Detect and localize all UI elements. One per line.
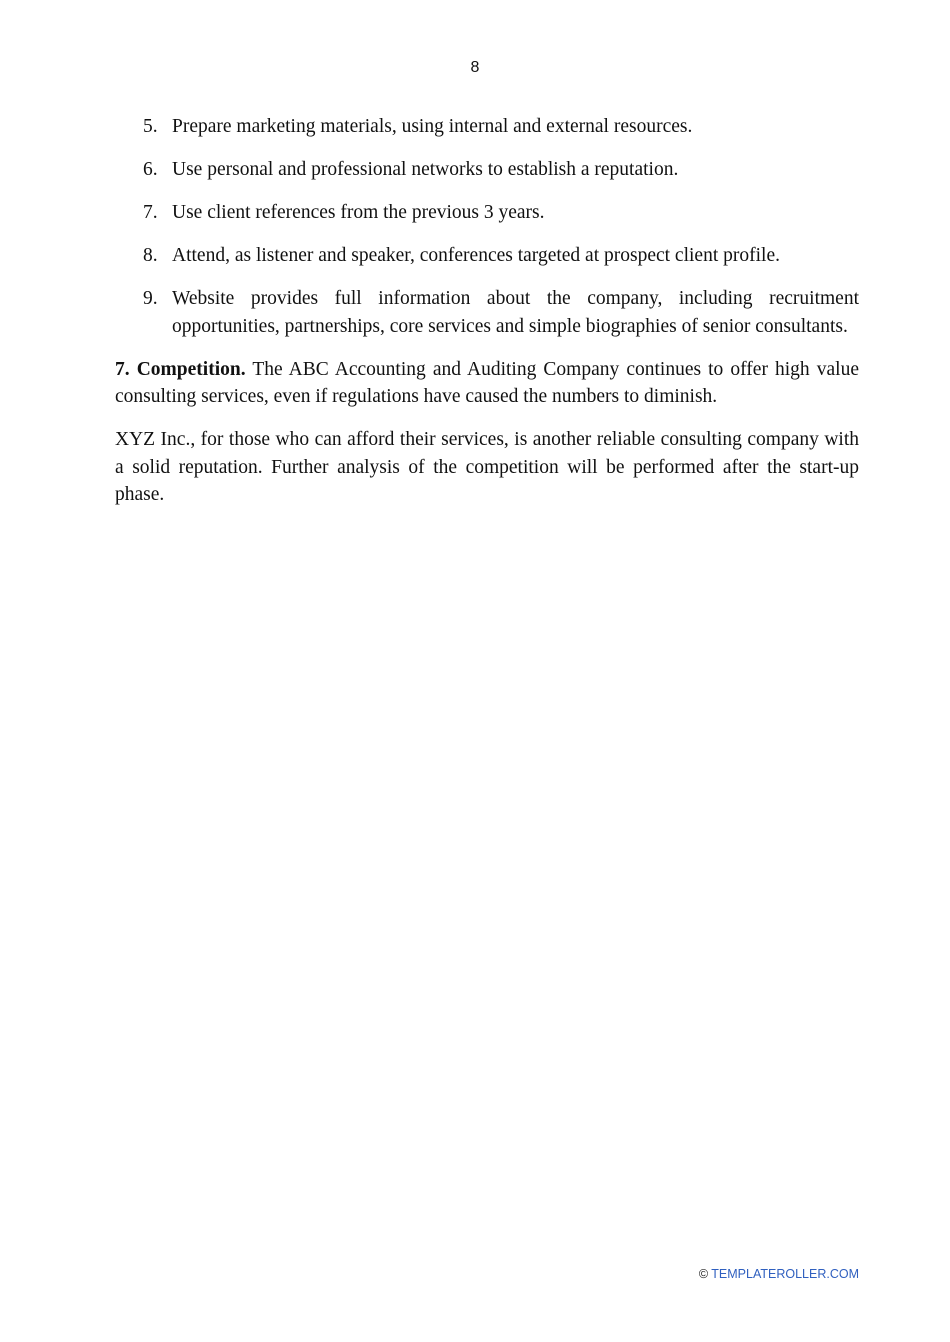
list-item-number: 7. — [143, 202, 158, 223]
list-item-text: Website provides full information about the company, including recruitment opportunities, partnerships, core services and simple biographies of senior consultants. — [172, 288, 859, 337]
list-item — [115, 242, 859, 270]
list-item-text: Use personal and professional networks to establish a reputation. — [172, 159, 679, 180]
competition-text: The ABC Accounting and Auditing Company continues to offer high value consulting services, even if regulations have caused the numbers to diminish. — [115, 358, 859, 407]
list-item — [115, 199, 859, 227]
list-item-number: 5. — [143, 116, 158, 137]
templateroller-link[interactable]: TEMPLATEROLLER.COM — [711, 1267, 859, 1281]
copyright-symbol: © — [698, 1267, 709, 1281]
list-item-text: Use client references from the previous 3 years. — [172, 202, 545, 223]
list-item — [115, 156, 859, 184]
numbered-list — [115, 113, 859, 340]
xyz-paragraph: XYZ Inc., for those who can afford their services, is another reliable consulting company with a solid reputation. Further analysis of the competition will be performed after the start-up phase. — [115, 429, 859, 505]
list-item-number: 6. — [143, 159, 158, 180]
list-item-text: Attend, as listener and speaker, conferences targeted at prospect client profile. — [172, 245, 780, 266]
competition-paragraph — [115, 356, 859, 411]
list-item — [115, 285, 859, 340]
section-heading: 7. Competition. — [115, 358, 246, 380]
document-body — [115, 113, 859, 524]
list-item-number: 9. — [143, 288, 158, 309]
footer — [699, 1266, 859, 1282]
page-number: 8 — [470, 59, 480, 76]
list-item-text: Prepare marketing materials, using internal and external resources. — [172, 116, 693, 137]
list-item-number: 8. — [143, 245, 158, 266]
list-item — [115, 113, 859, 141]
